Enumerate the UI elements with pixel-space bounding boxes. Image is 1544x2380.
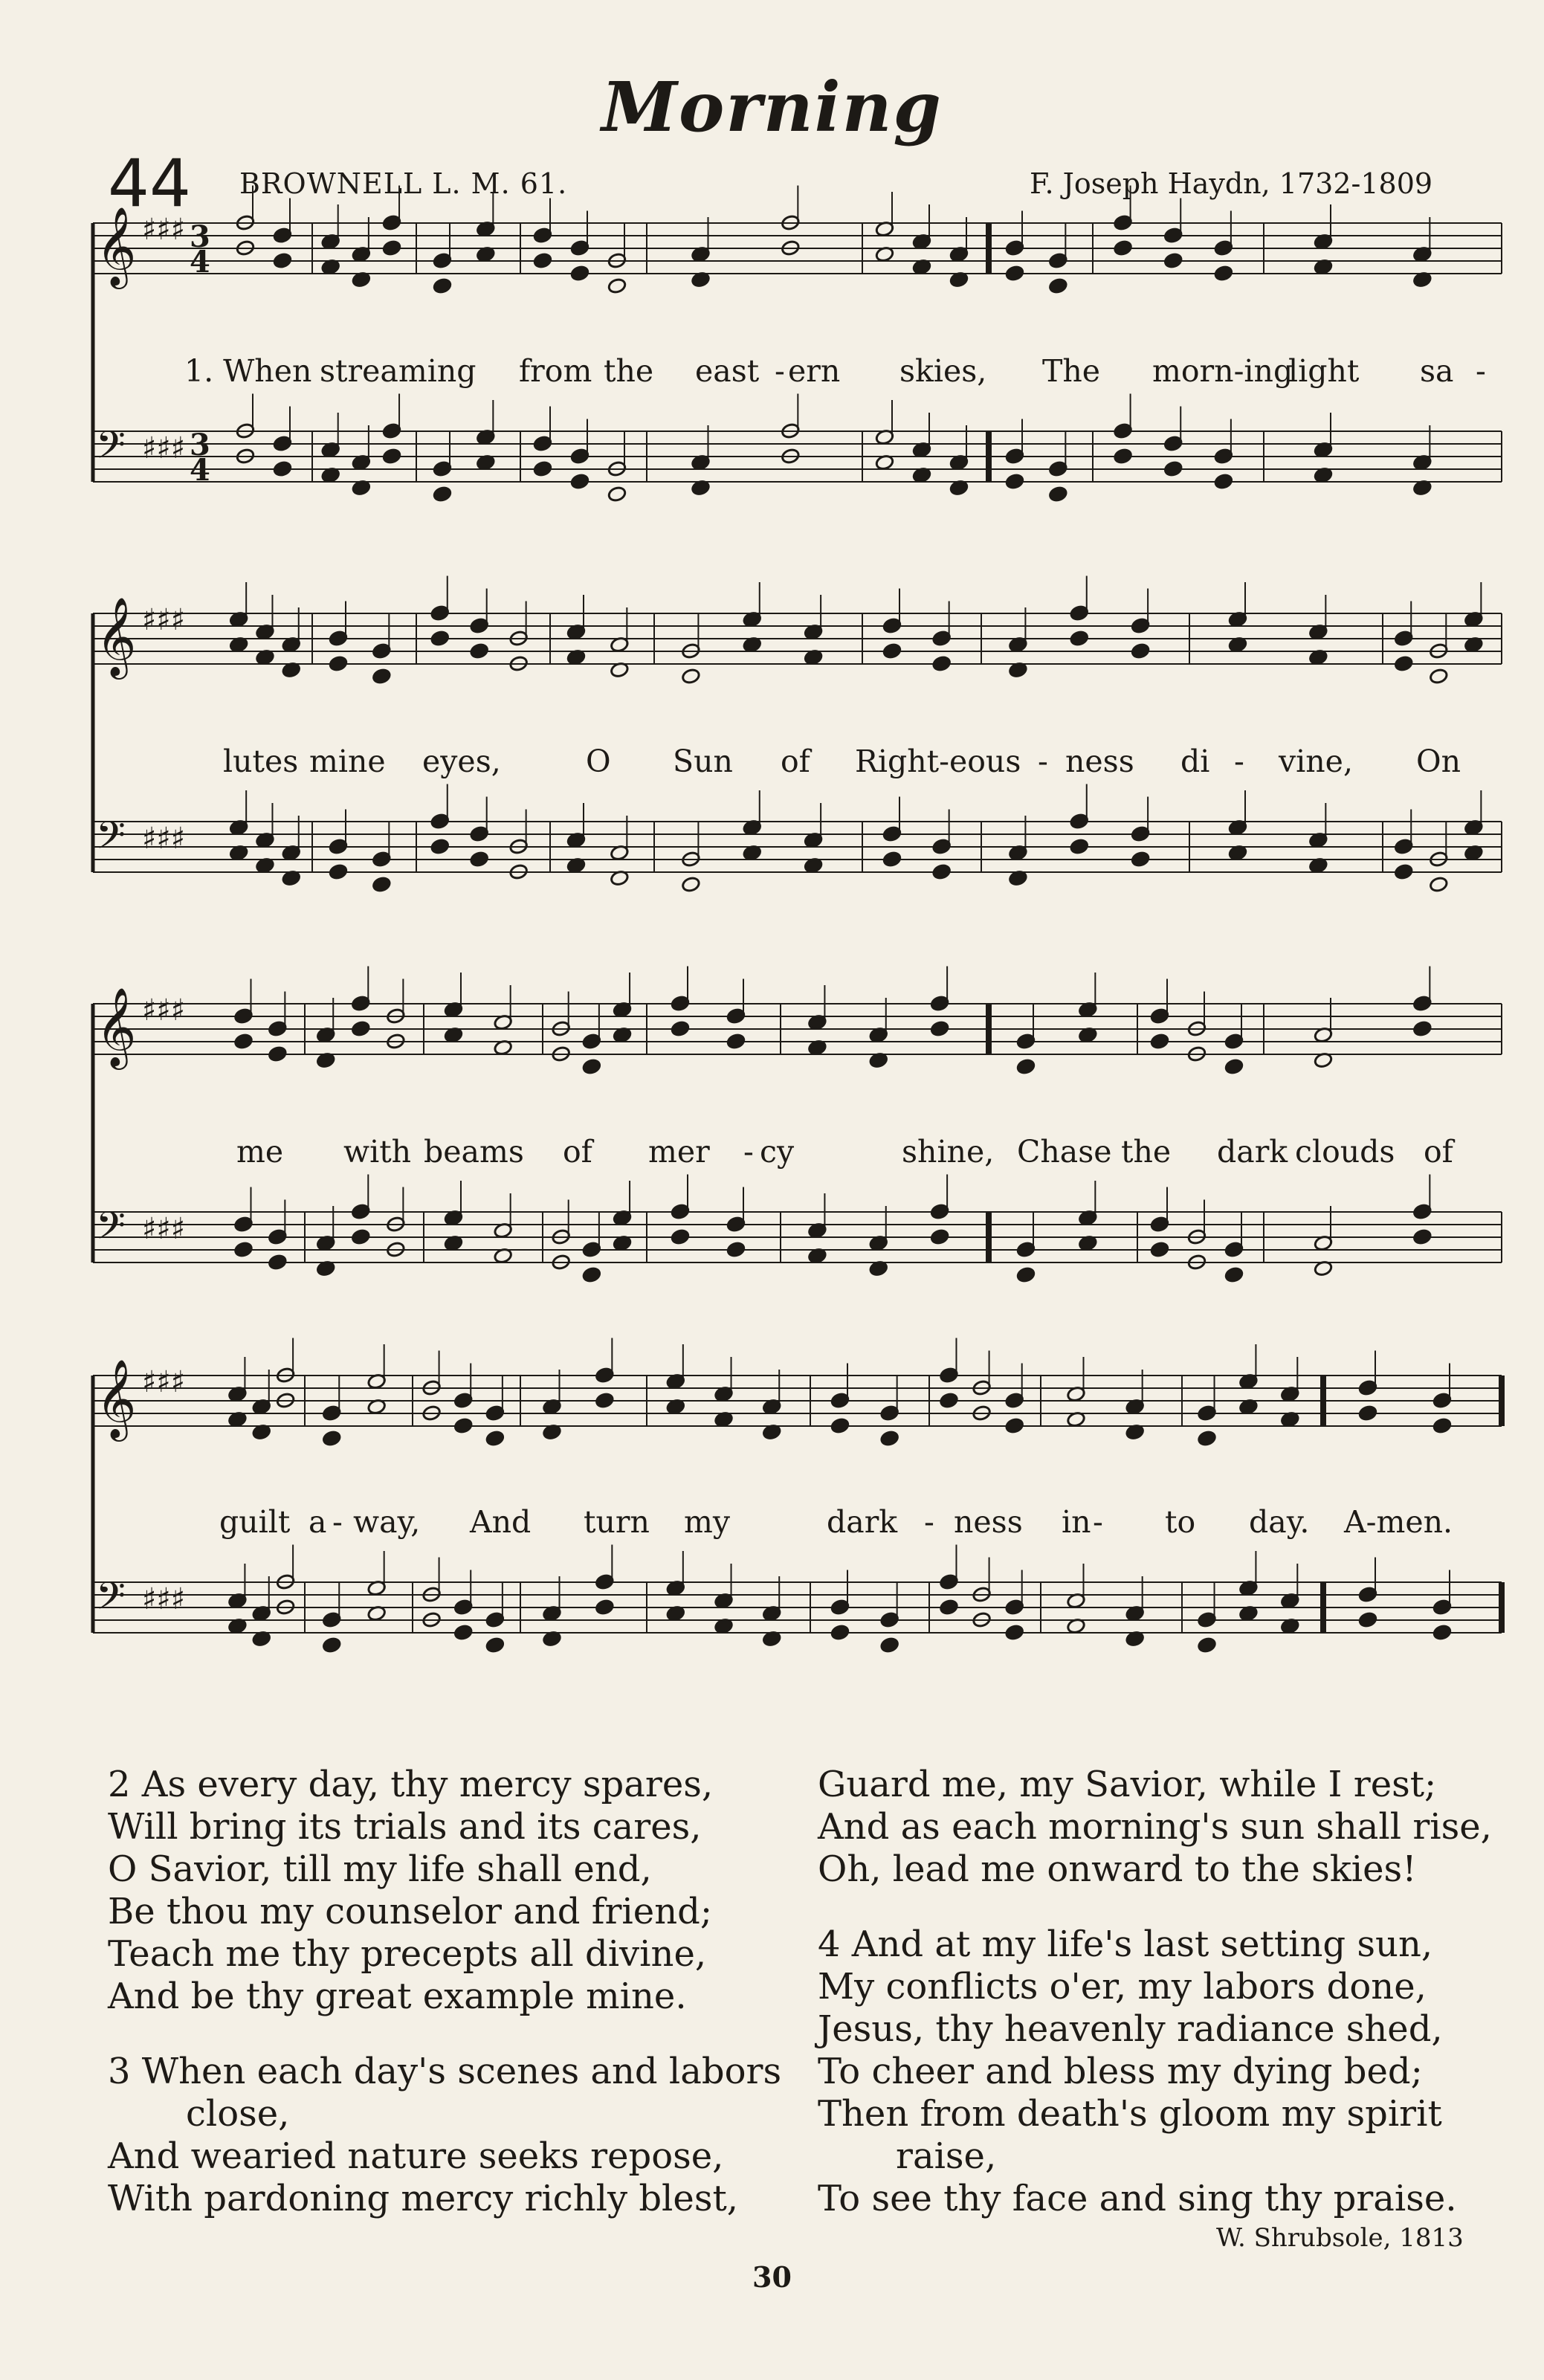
lyric-syllable: skies, (899, 353, 987, 389)
verse-line: 3 When each day's scenes and labors (108, 2051, 782, 2092)
note-head (930, 1228, 949, 1245)
time-signature-bottom: 4 (190, 245, 210, 280)
note-head (322, 1636, 341, 1654)
verse-3 (108, 2051, 781, 2220)
composer-credit: F. Joseph Haydn, 1732-1809 (1030, 167, 1433, 200)
note-head (932, 655, 952, 672)
lyric-syllable: Chase (1017, 1134, 1112, 1170)
time-signature-bottom: 4 (190, 453, 210, 488)
lyric-syllable: - (924, 1504, 934, 1540)
verse-line: Teach me thy precepts all divine, (108, 1933, 707, 1975)
lyric-syllable: the (1121, 1134, 1172, 1170)
note-head (268, 1254, 287, 1271)
verse-line: With pardoning mercy richly blest, (108, 2178, 738, 2219)
note-head (1214, 265, 1233, 282)
note-head (322, 1430, 341, 1447)
lyric-syllable: - (1234, 744, 1244, 779)
lyric-syllable: - (743, 1134, 754, 1170)
note-head (430, 630, 450, 647)
note-head (570, 265, 590, 282)
lyric-syllable: a (309, 1504, 327, 1540)
treble-clef-icon: 𝄞 (96, 596, 137, 676)
note-head (1358, 1611, 1377, 1628)
lyric-line-4 (0, 1504, 1544, 1541)
time-signature-top: 3 (190, 428, 210, 462)
note-head (351, 1020, 370, 1037)
note-head (1394, 655, 1413, 672)
lyric-syllable: O (586, 744, 611, 779)
verse-line: Guard me, my Savior, while I rest; (818, 1764, 1437, 1805)
key-signature-icon: ♯♯♯ (142, 822, 186, 856)
note-head (372, 876, 391, 893)
bass-clef-icon: 𝄢 (96, 813, 126, 867)
note-head (433, 277, 452, 294)
note-head (1412, 1020, 1432, 1037)
lyric-syllable: ness (1065, 744, 1134, 779)
key-signature-icon: ♯♯♯ (142, 1212, 186, 1246)
note-head (1114, 239, 1133, 257)
verse-line: Jesus, thy heavenly radiance shed, (818, 2008, 1443, 2050)
lyric-syllable: morn-ing (1152, 353, 1293, 389)
note-head (939, 1599, 958, 1616)
lyric-line-1 (0, 353, 1544, 390)
note-head (1432, 1624, 1452, 1641)
lyric-syllable: A-men. (1344, 1504, 1453, 1540)
key-signature-icon: ♯♯♯ (142, 603, 186, 637)
note-head (595, 1599, 614, 1616)
note-head (1070, 838, 1089, 855)
lyric-line-2 (0, 744, 1544, 781)
key-signature-icon: ♯♯♯ (142, 431, 186, 465)
note-head (453, 1417, 473, 1434)
lyric-syllable: to (1165, 1504, 1196, 1540)
lyric-syllable: with (343, 1134, 412, 1170)
verse-line: My conflicts o'er, my labors done, (818, 1966, 1427, 2007)
note-head (582, 1058, 601, 1075)
verse-line: Will bring its trials and its cares, (108, 1806, 702, 1848)
note-head (1016, 1266, 1036, 1283)
note-head (595, 1392, 614, 1409)
verse-line: To cheer and bless my dying bed; (818, 2051, 1423, 2092)
lyric-syllable: sa (1420, 353, 1454, 389)
note-head (233, 1241, 253, 1258)
note-head (1048, 486, 1067, 503)
lyric-syllable: in (1062, 1504, 1091, 1540)
note-head (1131, 851, 1150, 868)
note-head (1048, 277, 1067, 294)
note-head (671, 1020, 690, 1037)
key-signature-icon: ♯♯♯ (142, 1582, 186, 1616)
lyric-syllable: my (684, 1504, 731, 1540)
lyric-syllable: 1. When (184, 353, 312, 389)
note-head (1429, 668, 1448, 685)
note-head (372, 668, 391, 685)
verse-line: Then from death's gloom my spirit (818, 2093, 1442, 2135)
verses-left-column (108, 1764, 781, 2220)
lyric-syllable: Sun (673, 744, 733, 779)
note-head (1429, 876, 1448, 893)
note-head (470, 851, 489, 868)
hymn-number: 44 (108, 145, 191, 222)
verse-line: Oh, lead me onward to the skies! (818, 1848, 1417, 1890)
lyric-syllable: from (519, 353, 592, 389)
lyric-syllable: di (1180, 744, 1210, 779)
text-attribution: W. Shrubsole, 1813 (1216, 2223, 1464, 2253)
note-head (1197, 1636, 1216, 1654)
verse-line: And wearied nature seeks repose, (108, 2135, 724, 2177)
verse-line: close, (186, 2093, 290, 2135)
note-head (533, 252, 552, 269)
note-head (1005, 473, 1024, 490)
lyric-syllable: - (775, 353, 785, 389)
note-head (273, 252, 292, 269)
note-head (830, 1417, 850, 1434)
note-head (470, 642, 489, 660)
note-head (430, 838, 450, 855)
note-head (607, 277, 627, 294)
verse-line: raise, (896, 2135, 997, 2177)
note-head (1114, 448, 1133, 465)
note-head (329, 863, 348, 880)
note-head (329, 655, 348, 672)
note-head (1005, 265, 1024, 282)
note-head (726, 1241, 746, 1258)
verse-line: And be thy great example mine. (108, 1976, 687, 2017)
note-head (453, 1624, 473, 1641)
time-signature-top: 3 (190, 219, 210, 254)
verse-line: Be thou my counselor and friend; (108, 1891, 712, 1932)
note-head (351, 1228, 370, 1245)
treble-clef-icon: 𝄞 (96, 206, 137, 286)
bass-clef-icon: 𝄢 (96, 1203, 126, 1257)
note-head (880, 1636, 899, 1654)
lyric-syllable: day. (1249, 1504, 1310, 1540)
note-head (1432, 1417, 1452, 1434)
lyric-syllable: The (1042, 353, 1101, 389)
lyric-syllable: clouds (1295, 1134, 1395, 1170)
note-head (1163, 252, 1183, 269)
note-head (1224, 1058, 1244, 1075)
note-head (433, 486, 452, 503)
note-head (830, 1624, 850, 1641)
note-head (1394, 863, 1413, 880)
lyric-syllable: - (1476, 353, 1486, 389)
lyric-syllable: shine, (902, 1134, 995, 1170)
lyric-syllable: On (1416, 744, 1461, 779)
bass-clef-icon: 𝄢 (96, 422, 126, 477)
key-signature-icon: ♯♯♯ (142, 213, 186, 247)
lyric-syllable: And (470, 1504, 532, 1540)
lyric-syllable: beams (424, 1134, 524, 1170)
page-number: 30 (752, 2260, 792, 2294)
note-head (607, 486, 627, 503)
lyric-syllable: ern (788, 353, 841, 389)
lyric-syllable: mine (309, 744, 386, 779)
lyric-syllable: cy (760, 1134, 795, 1170)
lyric-syllable: of (563, 1134, 592, 1170)
note-head (882, 642, 902, 660)
note-head (233, 1033, 253, 1050)
note-head (1163, 460, 1183, 477)
lyric-syllable: light (1288, 353, 1360, 389)
treble-clef-icon: 𝄞 (96, 1358, 137, 1438)
note-head (533, 460, 552, 477)
verse-4 (818, 1923, 1492, 2220)
key-signature-icon: ♯♯♯ (142, 993, 186, 1028)
verse-line: 4 And at my life's last setting sun, (818, 1923, 1433, 1965)
lyric-syllable: me (236, 1134, 284, 1170)
lyric-syllable: turn (584, 1504, 650, 1540)
note-head (1016, 1058, 1036, 1075)
hymn-title: Morning (601, 67, 943, 147)
note-head (671, 1228, 690, 1245)
lyric-syllable: of (1424, 1134, 1453, 1170)
note-head (1131, 642, 1150, 660)
verse-line: 2 As every day, thy mercy spares, (108, 1764, 714, 1805)
lyric-syllable: - (332, 1504, 343, 1540)
lyric-syllable: Right-eous (855, 744, 1021, 779)
lyric-syllable: eyes, (422, 744, 501, 779)
note-head (1214, 473, 1233, 490)
note-head (726, 1033, 746, 1050)
note-head (1005, 1624, 1024, 1641)
verses-right-column (818, 1764, 1492, 2220)
note-head (880, 1430, 899, 1447)
lyric-line-3 (0, 1134, 1544, 1171)
note-head (930, 1020, 949, 1037)
lyric-syllable: - (1038, 744, 1048, 779)
lyric-syllable: - (1093, 1504, 1103, 1540)
key-signature-icon: ♯♯♯ (142, 1365, 186, 1399)
note-head (1070, 630, 1089, 647)
treble-clef-icon: 𝄞 (96, 987, 137, 1066)
note-head (681, 876, 700, 893)
note-head (1224, 1266, 1244, 1283)
note-head (268, 1045, 287, 1062)
note-head (1412, 1228, 1432, 1245)
lyric-syllable: mer (648, 1134, 710, 1170)
verse-line: And as each morning's sun shall rise, (818, 1806, 1492, 1848)
note-head (1005, 1417, 1024, 1434)
note-head (1150, 1241, 1169, 1258)
note-head (382, 448, 401, 465)
note-head (485, 1636, 505, 1654)
note-head (1358, 1405, 1377, 1422)
verse-line: O Savior, till my life shall end, (108, 1848, 652, 1890)
verse-3-continued (818, 1764, 1492, 1891)
note-head (932, 863, 952, 880)
tune-meter: BROWNELL L. M. 61. (239, 167, 568, 200)
lyric-syllable: lutes (223, 744, 299, 779)
note-head (1150, 1033, 1169, 1050)
note-head (1197, 1430, 1216, 1447)
verse-2 (108, 1764, 781, 2018)
lyric-syllable: guilt (219, 1504, 291, 1540)
bass-clef-icon: 𝄢 (96, 1573, 126, 1628)
lyric-syllable: dark (1217, 1134, 1288, 1170)
note-head (485, 1430, 505, 1447)
lyric-syllable: streaming (320, 353, 477, 389)
lyric-syllable: east (695, 353, 760, 389)
lyric-syllable: dark (827, 1504, 898, 1540)
verse-line: To see thy face and sing thy praise. (818, 2178, 1457, 2219)
note-head (570, 473, 590, 490)
lyric-syllable: way, (353, 1504, 421, 1540)
note-head (382, 239, 401, 257)
lyric-syllable: the (604, 353, 654, 389)
lyric-syllable: ness (954, 1504, 1023, 1540)
lyric-syllable: of (781, 744, 810, 779)
note-head (273, 460, 292, 477)
lyric-syllable: vine, (1279, 744, 1353, 779)
note-head (939, 1392, 958, 1409)
note-head (882, 851, 902, 868)
note-head (582, 1266, 601, 1283)
note-head (681, 668, 700, 685)
